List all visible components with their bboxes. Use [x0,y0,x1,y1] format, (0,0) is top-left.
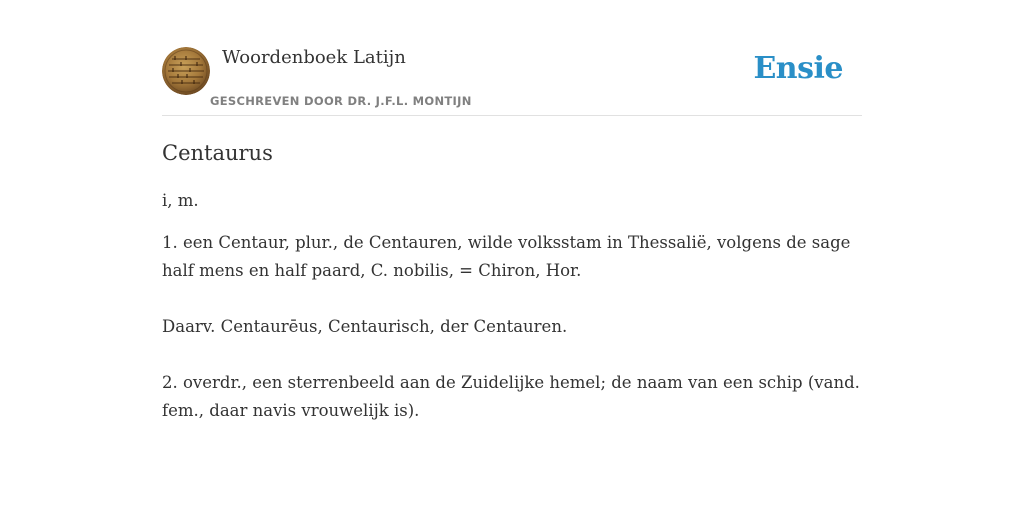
entry-sense-1: 1. een Centaur, plur., de Centauren, wilde volksstam in Thessalië, volgens de sage half mens en half paard, C. nobilis, = Chiron, Hor. [162,233,851,280]
dictionary-title[interactable]: Woordenboek Latijn [222,47,406,68]
page [162,0,862,425]
author-byline: GESCHREVEN DOOR DR. J.F.L. MONTIJN [210,94,472,108]
entry-derivation: Daarv. Centaurēus, Centaurisch, der Centauren. [162,317,568,336]
entry-definition [162,187,862,425]
entry-sense-2: 2. overdr., een sterrenbeeld aan de Zuidelijke hemel; de naam van een schip (vand. fem., daar navis vrouwelijk is). [162,373,860,420]
entry-grammar: i, m. [162,191,199,210]
latin-coin-icon[interactable] [162,47,210,95]
header [162,46,862,116]
entry-headword: Centaurus [162,141,273,165]
ensie-logo[interactable]: Ensie [753,51,843,86]
